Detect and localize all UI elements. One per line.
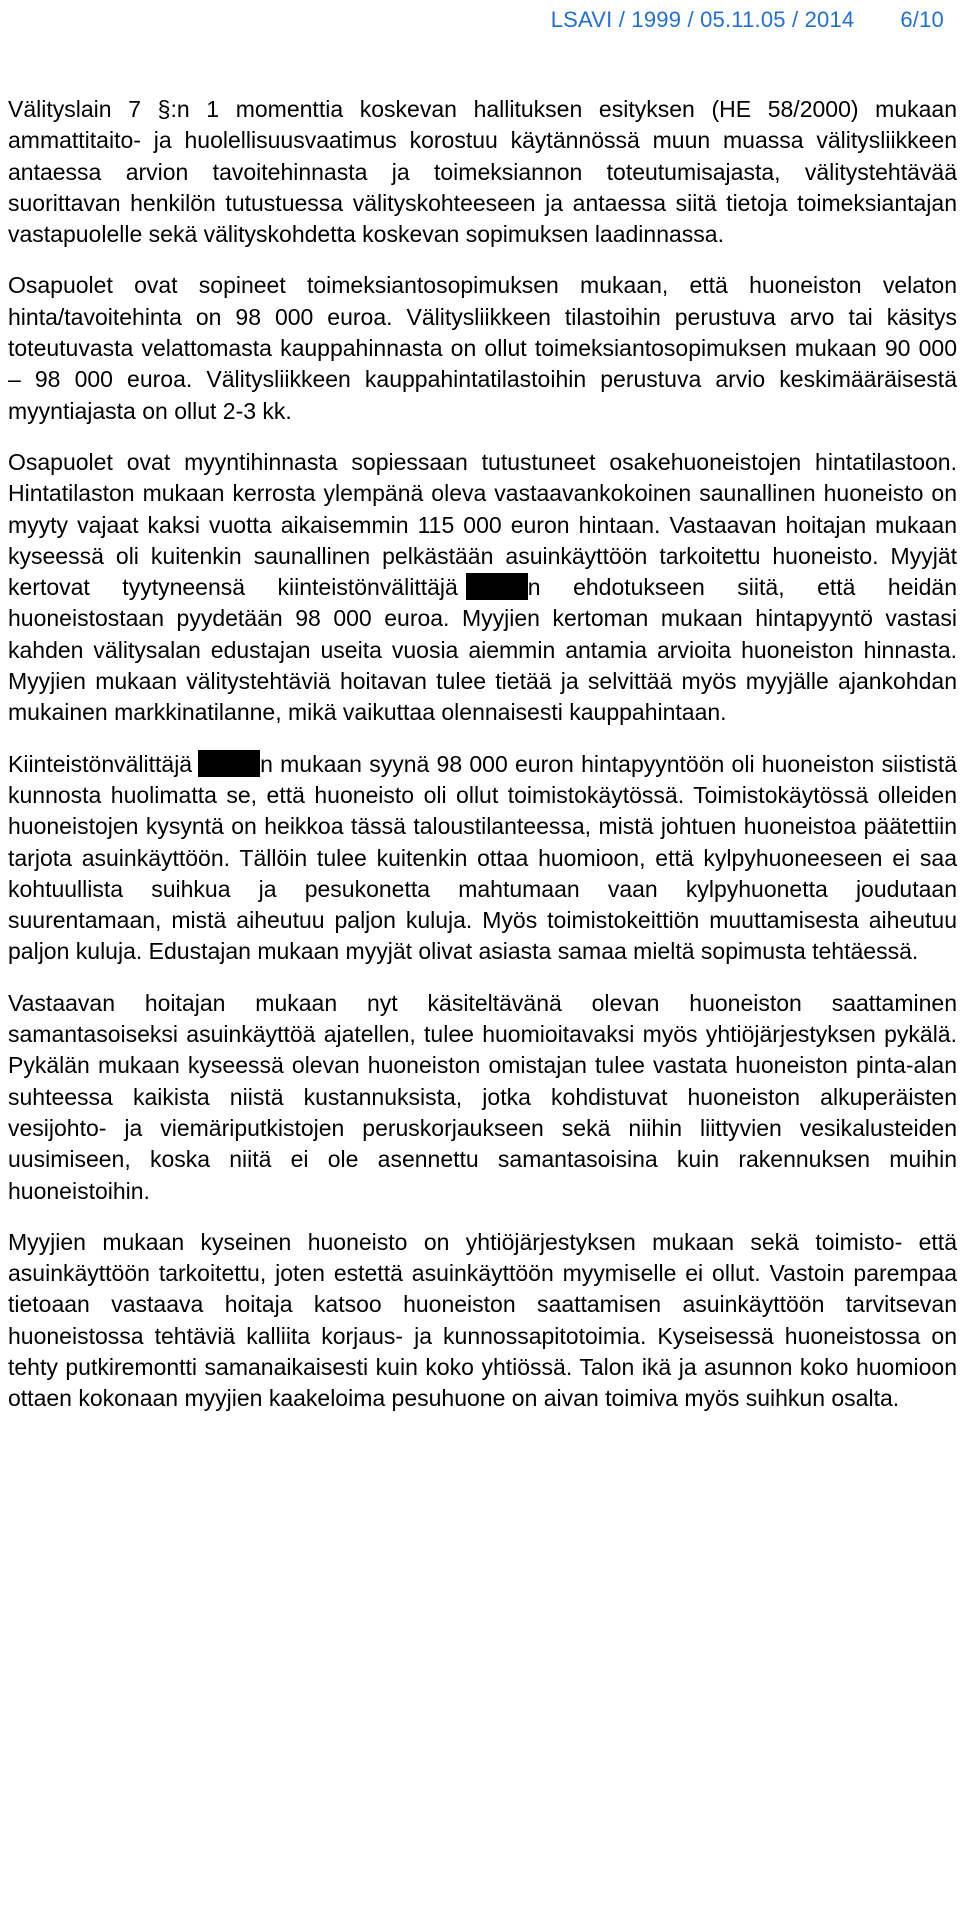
- paragraph-4-text-before: Kiinteistönvälittäjä: [8, 750, 193, 777]
- paragraph-5: Vastaavan hoitajan mukaan nyt käsiteltävänä olevan huoneiston saattaminen samantasoiseksi asuinkäyttöä ajatellen, tulee huomioitavaksi myös yhtiöjärjestyksen pykälä. Pykälän mukaan kyseessä olevan huoneiston omistajan tulee vastata huoneiston pinta-alan suhteessa kaikista niistä kustannuksista, jotka kohdistuvat huoneiston alkuperäisten vesijohto- ja viemäriputkistojen peruskorjaukseen sekä niihin liittyvien vesikalusteiden uusimiseen, koska niitä ei ole asennettu samantasoisina kuin rakennuksen muihin huoneistoihin.: [8, 989, 957, 1204]
- redaction-block: [198, 750, 260, 777]
- page-header: [551, 4, 944, 36]
- document-reference: LSAVI / 1999 / 05.11.05 / 2014: [550, 7, 855, 32]
- paragraph-6: Myyjien mukaan kyseinen huoneisto on yhtiöjärjestyksen mukaan sekä toimisto- että asuinkäyttöön tarkoitettu, joten estettä asuinkäyttöön myymiselle ei ollut. Vastoin parempaa tietoaan vastaava hoitaja katsoo huoneiston saattamisen asuinkäyttöön tarvitsevan huoneistossa tehtäviä kalliita korjaus- ja kunnossapitotoimia. Kyseisessä huoneistossa on tehty putkiremontti samanaikaisesti kuin koko yhtiössä. Talon ikä ja asunnon koko huomioon ottaen kokonaan myyjien kaakeloima pesuhuone on aivan toimiva myös suihkun osalta.: [8, 1228, 957, 1412]
- page-number: 6/10: [900, 7, 944, 32]
- paragraph-1: Välityslain 7 §:n 1 momenttia koskevan hallituksen esityksen (HE 58/2000) mukaan ammattitaito- ja huolellisuusvaatimus korostuu käytännössä muun muassa välitysliikkeen antaessa arvion tavoitehinnasta ja toimeksiannon toteutumisajasta, välitystehtävää suorittavan henkilön tutustuessa välityskohteeseen ja antaessa siitä tietoja toimeksiantajan vastapuolelle sekä välityskohdetta koskevan sopimuksen laadinnassa.: [8, 96, 957, 248]
- paragraph-3-text-before: Osapuolet ovat myyntihinnasta sopiessaan tutustuneet osakehuoneistojen hintatilastoon. Hintatilaston mukaan kerrosta ylempänä oleva vastaavankokoinen saunallinen huoneisto on myyty vajaat kaksi vuotta aikaisemmin 115 000 euron hintaan. Vastaavan hoitajan mukaan kyseessä oli kuitenkin saunallinen pelkästään asuinkäyttöön tarkoitettu huoneisto. Myyjät kertovat tyytyneensä kiinteistönvälittäjä: [8, 448, 957, 601]
- paragraph-3-text-after: n ehdotukseen siitä, että heidän huoneistostaan pyydetään 98 000 euroa. Myyjien kertoman mukaan hintapyyntö vastasi kahden välitysalan edustajan useita vuosia aiemmin antamia arvioita huoneiston hinnasta. Myyjien mukaan välitystehtäviä hoitavan tulee tietää ja selvittää myös myyjälle ajankohdan mukainen markkinatilanne, mikä vaikuttaa olennaisesti kauppahintaan.: [8, 574, 957, 726]
- paragraph-2: Osapuolet ovat sopineet toimeksiantosopimuksen mukaan, että huoneiston velaton hinta/tavoitehinta on 98 000 euroa. Välitysliikkeen tilastoihin perustuva arvo tai käsitys toteutuvasta velattomasta kauppahinnasta on ollut toimeksiantosopimuksen mukaan 90 000 – 98 000 euroa. Välitysliikkeen kauppahintatilastoihin perustuva arvio keskimääräisestä myyntiajasta on ollut 2-3 kk.: [8, 272, 957, 424]
- paragraph-4: [8, 749, 957, 968]
- redaction-block: [466, 573, 528, 600]
- document-body: [8, 94, 957, 1435]
- paragraph-4-text-after: n mukaan syynä 98 000 euron hintapyyntöön oli huoneiston siististä kunnosta huolimatta se, että huoneisto oli ollut toimistokäytössä. Toimistokäytössä olleiden huoneistojen kysyntä on heikkoa tässä taloustilanteessa, mistä johtuen huoneistoa päätettiin tarjota asuinkäyttöön. Tällöin tulee kuitenkin ottaa huomioon, että kylpyhuoneeseen ei saa kohtuullista suihkua ja pesukonetta mahtumaan vaan kylpyhuonetta joudutaan suurentamaan, mistä aiheutuu paljon kuluja. Myös toimistokeittiön muuttamisesta aiheutuu paljon kuluja. Edustajan mukaan myyjät olivat asiasta samaa mieltä sopimusta tehtäessä.: [8, 750, 957, 965]
- paragraph-3: [8, 447, 957, 729]
